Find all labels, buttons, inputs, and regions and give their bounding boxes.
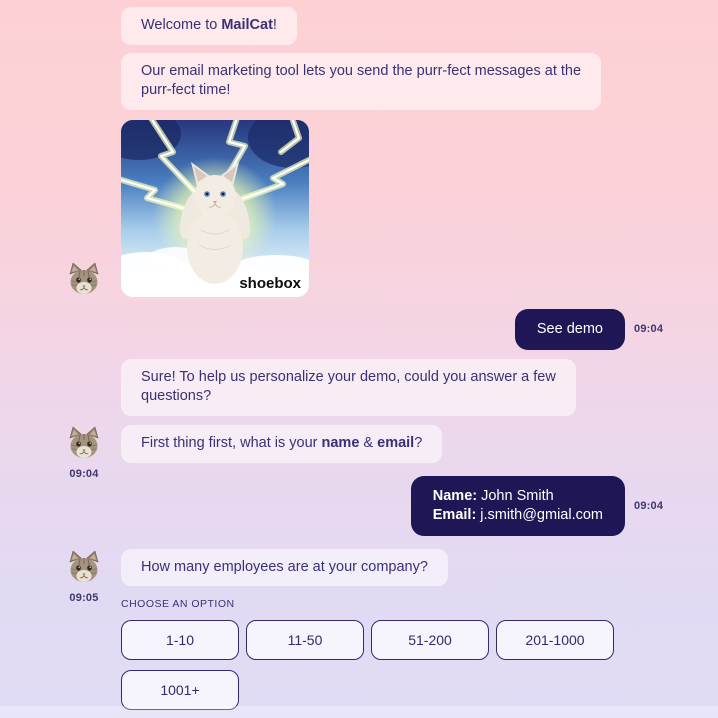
image-watermark: shoebox [239, 274, 301, 292]
bot-message-sure [121, 359, 576, 416]
field-label: Name: [432, 487, 478, 504]
timestamp: 09:04 [634, 323, 664, 336]
avatar-wrap [66, 425, 102, 480]
options-grid [121, 620, 621, 710]
cat-avatar-icon [66, 549, 102, 585]
message-row [0, 120, 718, 297]
cat-avatar-icon [66, 425, 102, 461]
avatar-wrap [66, 261, 102, 297]
message-text: & [359, 434, 378, 451]
message-row [0, 359, 718, 416]
message-text: First thing first, what is your [141, 434, 322, 451]
bot-message-name-email-question [121, 425, 442, 463]
timestamp: 09:05 [69, 591, 99, 604]
message-text-bold: name [321, 434, 360, 451]
message-row [0, 7, 718, 45]
timestamp: 09:04 [634, 499, 664, 512]
message-text: purr-fect time! [141, 82, 231, 99]
message-row [0, 309, 718, 350]
kitten-meme-graphic [121, 120, 309, 297]
timestamp: 09:04 [69, 467, 99, 480]
message-text: Our email marketing tool lets you send the purr-fect messages at the [141, 62, 582, 79]
field-label: Email: [432, 506, 477, 523]
message-row [0, 425, 718, 480]
message-text: See demo [536, 320, 603, 337]
choose-option-label: CHOOSE AN OPTION [121, 598, 235, 611]
message-row [0, 53, 718, 110]
field-value: John Smith [477, 487, 554, 504]
brand-name: MailCat [221, 17, 273, 33]
message-row [0, 549, 718, 604]
message-row [0, 476, 718, 536]
cat-avatar-icon [66, 261, 102, 297]
bot-message-intro [121, 53, 601, 110]
option-button-51-200[interactable]: 51-200 [371, 620, 489, 660]
message-text: ! [272, 17, 277, 33]
message-text: questions? [141, 388, 212, 405]
option-button-11-50[interactable]: 11-50 [246, 620, 364, 660]
message-text-bold: email [377, 434, 415, 451]
avatar-wrap [66, 549, 102, 604]
message-text: How many employees are at your company? [141, 558, 428, 575]
bot-message-welcome [121, 7, 297, 45]
option-button-1001plus[interactable]: 1001+ [121, 670, 239, 710]
bot-message-employees-question [121, 549, 448, 587]
message-text: Sure! To help us personalize your demo, could you answer a few [141, 368, 556, 385]
lightning-kitten-image [121, 120, 309, 297]
message-text: ? [414, 434, 423, 451]
user-message-see-demo [515, 309, 625, 350]
option-button-1-10[interactable]: 1-10 [121, 620, 239, 660]
field-value: j.smith@gmial.com [476, 506, 603, 523]
option-button-201-1000[interactable]: 201-1000 [496, 620, 614, 660]
user-message-name-email [411, 476, 625, 536]
message-text: Welcome to [141, 17, 222, 33]
